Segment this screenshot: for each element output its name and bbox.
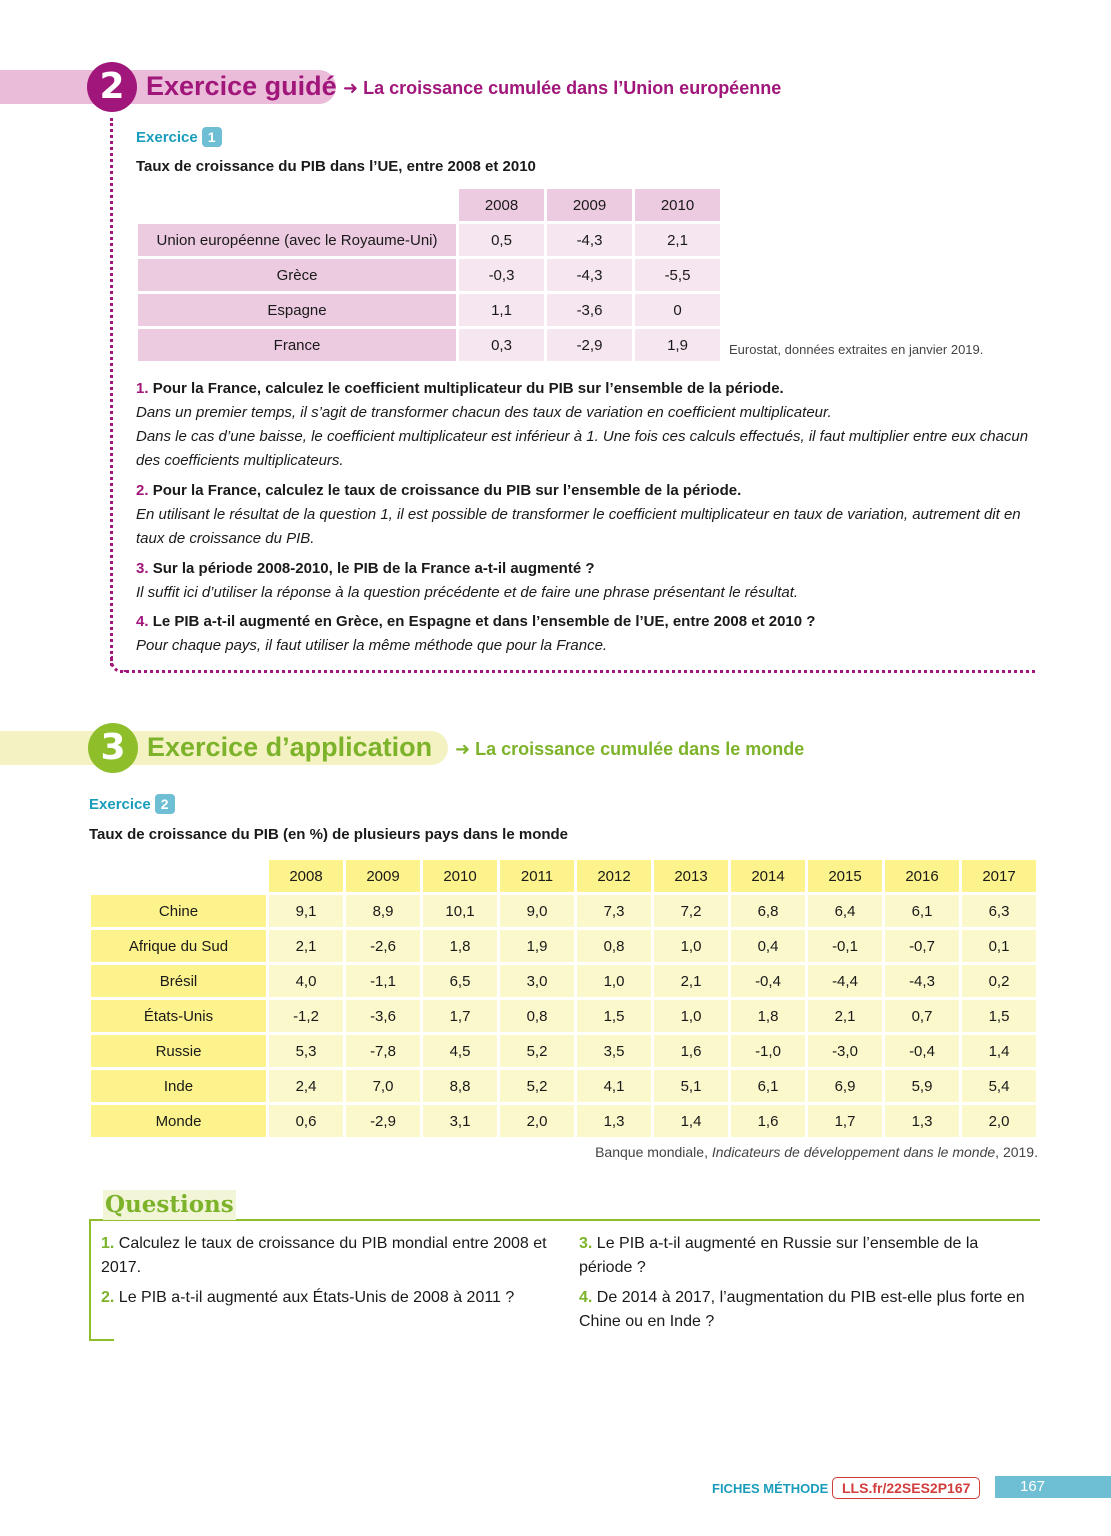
table-cell: 9,1: [269, 895, 343, 927]
question-number: 2.: [101, 1289, 115, 1306]
table-cell: 0,6: [269, 1105, 343, 1137]
question-text: [136, 479, 1036, 503]
question-text: [136, 610, 1036, 634]
question-hint: Dans le cas d’une baisse, le coefficient multiplicateur est inférieur à 1. Une fois ces calculs effectués, il faut multiplier entre eux chacun des coefficients multiplicateurs.: [136, 428, 1029, 469]
question-statement: Pour la France, calculez le coefficient multiplicateur du PIB sur l’ensemble de la période.: [152, 380, 784, 397]
table-cell: 1,9: [635, 329, 720, 361]
table-cell: 0,3: [459, 329, 544, 361]
questions-left-column: [101, 1232, 556, 1316]
question-number: 4.: [136, 613, 149, 630]
table-row: [91, 1035, 1036, 1067]
column-header: 2017: [962, 860, 1036, 892]
table-cell: 2,4: [269, 1070, 343, 1102]
table-row: [91, 1070, 1036, 1102]
table-cell: 1,3: [885, 1105, 959, 1137]
question-statement: Pour la France, calculez le taux de croissance du PIB sur l’ensemble de la période.: [152, 482, 742, 499]
question-number: 1.: [101, 1235, 115, 1252]
question-statement: De 2014 à 2017, l’augmentation du PIB est-elle plus forte en Chine ou en Inde ?: [579, 1289, 1025, 1330]
questions-box-bottom-tick: [89, 1339, 114, 1341]
table-cell: 6,1: [731, 1070, 805, 1102]
guided-question-3: [136, 557, 1036, 605]
table-cell: -2,6: [346, 930, 420, 962]
table-cell: 1,5: [577, 1000, 651, 1032]
table-cell: 8,9: [346, 895, 420, 927]
table-cell: 0,8: [577, 930, 651, 962]
table-cell: 0,5: [459, 224, 544, 256]
table-row: [91, 930, 1036, 962]
table-cell: 5,3: [269, 1035, 343, 1067]
footer-section-label: FICHES MÉTHODE: [712, 1481, 829, 1496]
table-row: [138, 329, 720, 361]
table-row: [138, 224, 720, 256]
guided-question-4: [136, 610, 1036, 658]
table-cell: -0,4: [731, 965, 805, 997]
application-question-3: [579, 1232, 1031, 1280]
row-header: Espagne: [138, 294, 456, 326]
question-number: 4.: [579, 1289, 593, 1306]
table-cell: 1,0: [654, 930, 728, 962]
question-hint: Il suffit ici d’utiliser la réponse à la question précédente et de faire une phrase présentant le résultat.: [136, 584, 799, 601]
question-statement: Le PIB a-t-il augmenté en Russie sur l’ensemble de la période ?: [579, 1235, 979, 1276]
guided-question-2: [136, 479, 1036, 551]
section3-number-badge: 3: [88, 723, 138, 773]
footer-link[interactable]: LLS.fr/22SES2P167: [832, 1477, 980, 1499]
table-cell: 1,7: [423, 1000, 497, 1032]
row-header: Grèce: [138, 259, 456, 291]
column-header: 2015: [808, 860, 882, 892]
table-cell: 5,2: [500, 1070, 574, 1102]
table-cell: 5,9: [885, 1070, 959, 1102]
table-cell: 1,7: [808, 1105, 882, 1137]
column-header: 2009: [346, 860, 420, 892]
table-cell: -7,8: [346, 1035, 420, 1067]
table-header-row: [138, 189, 720, 221]
question-text: [136, 557, 1036, 581]
questions-heading: Questions: [105, 1191, 234, 1218]
table-cell: -5,5: [635, 259, 720, 291]
question-statement: Sur la période 2008-2010, le PIB de la France a-t-il augmenté ?: [152, 560, 595, 577]
table-cell: 1,3: [577, 1105, 651, 1137]
table-cell: 7,0: [346, 1070, 420, 1102]
table-cell: -2,9: [547, 329, 632, 361]
table-cell: 0,4: [731, 930, 805, 962]
table-cell: 2,1: [808, 1000, 882, 1032]
table-cell: 10,1: [423, 895, 497, 927]
table-cell: 3,0: [500, 965, 574, 997]
table-cell: 0,8: [500, 1000, 574, 1032]
table-cell: -3,0: [808, 1035, 882, 1067]
table-cell: 2,0: [500, 1105, 574, 1137]
table-cell: 1,6: [731, 1105, 805, 1137]
source-prefix: Banque mondiale,: [595, 1144, 712, 1160]
column-header: 2012: [577, 860, 651, 892]
table-cell: 2,1: [654, 965, 728, 997]
table-cell: 7,3: [577, 895, 651, 927]
section3-title: Exercice d’application: [147, 732, 433, 762]
row-header: Chine: [91, 895, 266, 927]
question-statement: Le PIB a-t-il augmenté aux États-Unis de 2008 à 2011 ?: [118, 1289, 515, 1306]
questions-box-left-border: [89, 1219, 91, 1339]
table-cell: 1,9: [500, 930, 574, 962]
column-header: 2013: [654, 860, 728, 892]
question-number: 1.: [136, 380, 149, 397]
table-cell: -4,4: [808, 965, 882, 997]
table-cell: -2,9: [346, 1105, 420, 1137]
world-growth-table: [88, 857, 1039, 1140]
application-question-1: [101, 1232, 556, 1280]
row-header: Monde: [91, 1105, 266, 1137]
table-cell: -4,3: [885, 965, 959, 997]
source-suffix: , 2019.: [995, 1144, 1038, 1160]
row-header: États-Unis: [91, 1000, 266, 1032]
column-header: 2008: [459, 189, 544, 221]
table1-title: Taux de croissance du PIB dans l’UE, entre 2008 et 2010: [136, 158, 536, 175]
table-cell: 0,1: [962, 930, 1036, 962]
table-cell: 1,0: [577, 965, 651, 997]
table-cell: 6,4: [808, 895, 882, 927]
table-cell: 5,2: [500, 1035, 574, 1067]
question-hint: En utilisant le résultat de la question 1, il est possible de transformer le coefficient multiplicateur en taux de variation, autrement dit en taux de croissance du PIB.: [136, 506, 1021, 547]
questions-right-column: [579, 1232, 1031, 1340]
column-header: 2010: [423, 860, 497, 892]
table-cell: 8,8: [423, 1070, 497, 1102]
table-cell: -0,3: [459, 259, 544, 291]
table-cell: 6,9: [808, 1070, 882, 1102]
table-cell: -0,4: [885, 1035, 959, 1067]
column-header: 2016: [885, 860, 959, 892]
row-header: France: [138, 329, 456, 361]
table2-source: [595, 1144, 1038, 1160]
question-hint: Pour chaque pays, il faut utiliser la même méthode que pour la France.: [136, 637, 608, 654]
table-cell: 1,8: [423, 930, 497, 962]
exercise2-label-text: Exercice: [89, 796, 151, 813]
table-cell: 5,4: [962, 1070, 1036, 1102]
exercise2-label: [89, 794, 175, 816]
table-cell: 1,5: [962, 1000, 1036, 1032]
table-header-row: [91, 860, 1036, 892]
eu-growth-table: [135, 186, 723, 364]
question-statement: Le PIB a-t-il augmenté en Grèce, en Espagne et dans l’ensemble de l’UE, entre 2008 et 2010 ?: [152, 613, 816, 630]
table-cell: 3,1: [423, 1105, 497, 1137]
question-statement: Calculez le taux de croissance du PIB mondial entre 2008 et 2017.: [101, 1235, 547, 1276]
table-cell: 6,1: [885, 895, 959, 927]
table-cell: -4,3: [547, 259, 632, 291]
table-cell: 0,7: [885, 1000, 959, 1032]
guided-question-1: [136, 377, 1036, 473]
application-question-2: [101, 1286, 556, 1310]
table-cell: 1,4: [654, 1105, 728, 1137]
application-question-4: [579, 1286, 1031, 1334]
section2-dotted-border-left: [110, 118, 113, 666]
table-corner: [91, 860, 266, 892]
table-cell: 1,6: [654, 1035, 728, 1067]
question-number: 2.: [136, 482, 149, 499]
table-row: [91, 965, 1036, 997]
page-number: 167: [995, 1476, 1111, 1498]
column-header: 2008: [269, 860, 343, 892]
table-cell: -3,6: [547, 294, 632, 326]
table-cell: 0,2: [962, 965, 1036, 997]
table-cell: 2,1: [635, 224, 720, 256]
table-cell: 1,0: [654, 1000, 728, 1032]
column-header: 2009: [547, 189, 632, 221]
exercise1-label-text: Exercice: [136, 129, 198, 146]
table-cell: 2,0: [962, 1105, 1036, 1137]
table-row: [138, 259, 720, 291]
question-number: 3.: [136, 560, 149, 577]
table-cell: 9,0: [500, 895, 574, 927]
table-cell: 6,8: [731, 895, 805, 927]
table-cell: 5,1: [654, 1070, 728, 1102]
table-row: [91, 1105, 1036, 1137]
table-cell: -1,2: [269, 1000, 343, 1032]
row-header: Brésil: [91, 965, 266, 997]
column-header: 2014: [731, 860, 805, 892]
table-cell: 1,4: [962, 1035, 1036, 1067]
question-number: 3.: [579, 1235, 593, 1252]
section2-subtitle: ➜ La croissance cumulée dans l’Union européenne: [343, 78, 782, 98]
table-row: [91, 895, 1036, 927]
table1-source: Eurostat, données extraites en janvier 2019.: [729, 342, 984, 357]
table-cell: 0: [635, 294, 720, 326]
table-cell: -0,7: [885, 930, 959, 962]
table-cell: -0,1: [808, 930, 882, 962]
table-cell: 1,8: [731, 1000, 805, 1032]
table-cell: -4,3: [547, 224, 632, 256]
question-hint: Dans un premier temps, il s’agit de transformer chacun des taux de variation en coefficient multiplicateur.: [136, 404, 832, 421]
table-cell: 1,1: [459, 294, 544, 326]
table-cell: 2,1: [269, 930, 343, 962]
table-cell: -1,0: [731, 1035, 805, 1067]
row-header: Union européenne (avec le Royaume-Uni): [138, 224, 456, 256]
table-cell: 4,0: [269, 965, 343, 997]
table-corner: [138, 189, 456, 221]
table-row: [91, 1000, 1036, 1032]
section2-dotted-border-bottom: [120, 670, 1035, 673]
row-header: Russie: [91, 1035, 266, 1067]
section2-title: Exercice guidé: [146, 71, 337, 101]
section3-subtitle: ➜ La croissance cumulée dans le monde: [455, 739, 805, 759]
table-cell: -3,6: [346, 1000, 420, 1032]
table-cell: -1,1: [346, 965, 420, 997]
table-cell: 4,1: [577, 1070, 651, 1102]
row-header: Inde: [91, 1070, 266, 1102]
section2-number-badge: 2: [87, 62, 137, 112]
table-cell: 6,5: [423, 965, 497, 997]
exercise1-label: [136, 127, 222, 149]
table-cell: 7,2: [654, 895, 728, 927]
table-row: [138, 294, 720, 326]
exercise1-number-badge: 1: [202, 127, 222, 147]
table2-title: Taux de croissance du PIB (en %) de plusieurs pays dans le monde: [89, 826, 569, 843]
table-cell: 6,3: [962, 895, 1036, 927]
table-cell: 3,5: [577, 1035, 651, 1067]
column-header: 2011: [500, 860, 574, 892]
table-cell: 4,5: [423, 1035, 497, 1067]
source-title: Indicateurs de développement dans le monde: [711, 1144, 996, 1160]
question-text: [136, 377, 1036, 401]
row-header: Afrique du Sud: [91, 930, 266, 962]
column-header: 2010: [635, 189, 720, 221]
exercise2-number-badge: 2: [155, 794, 175, 814]
